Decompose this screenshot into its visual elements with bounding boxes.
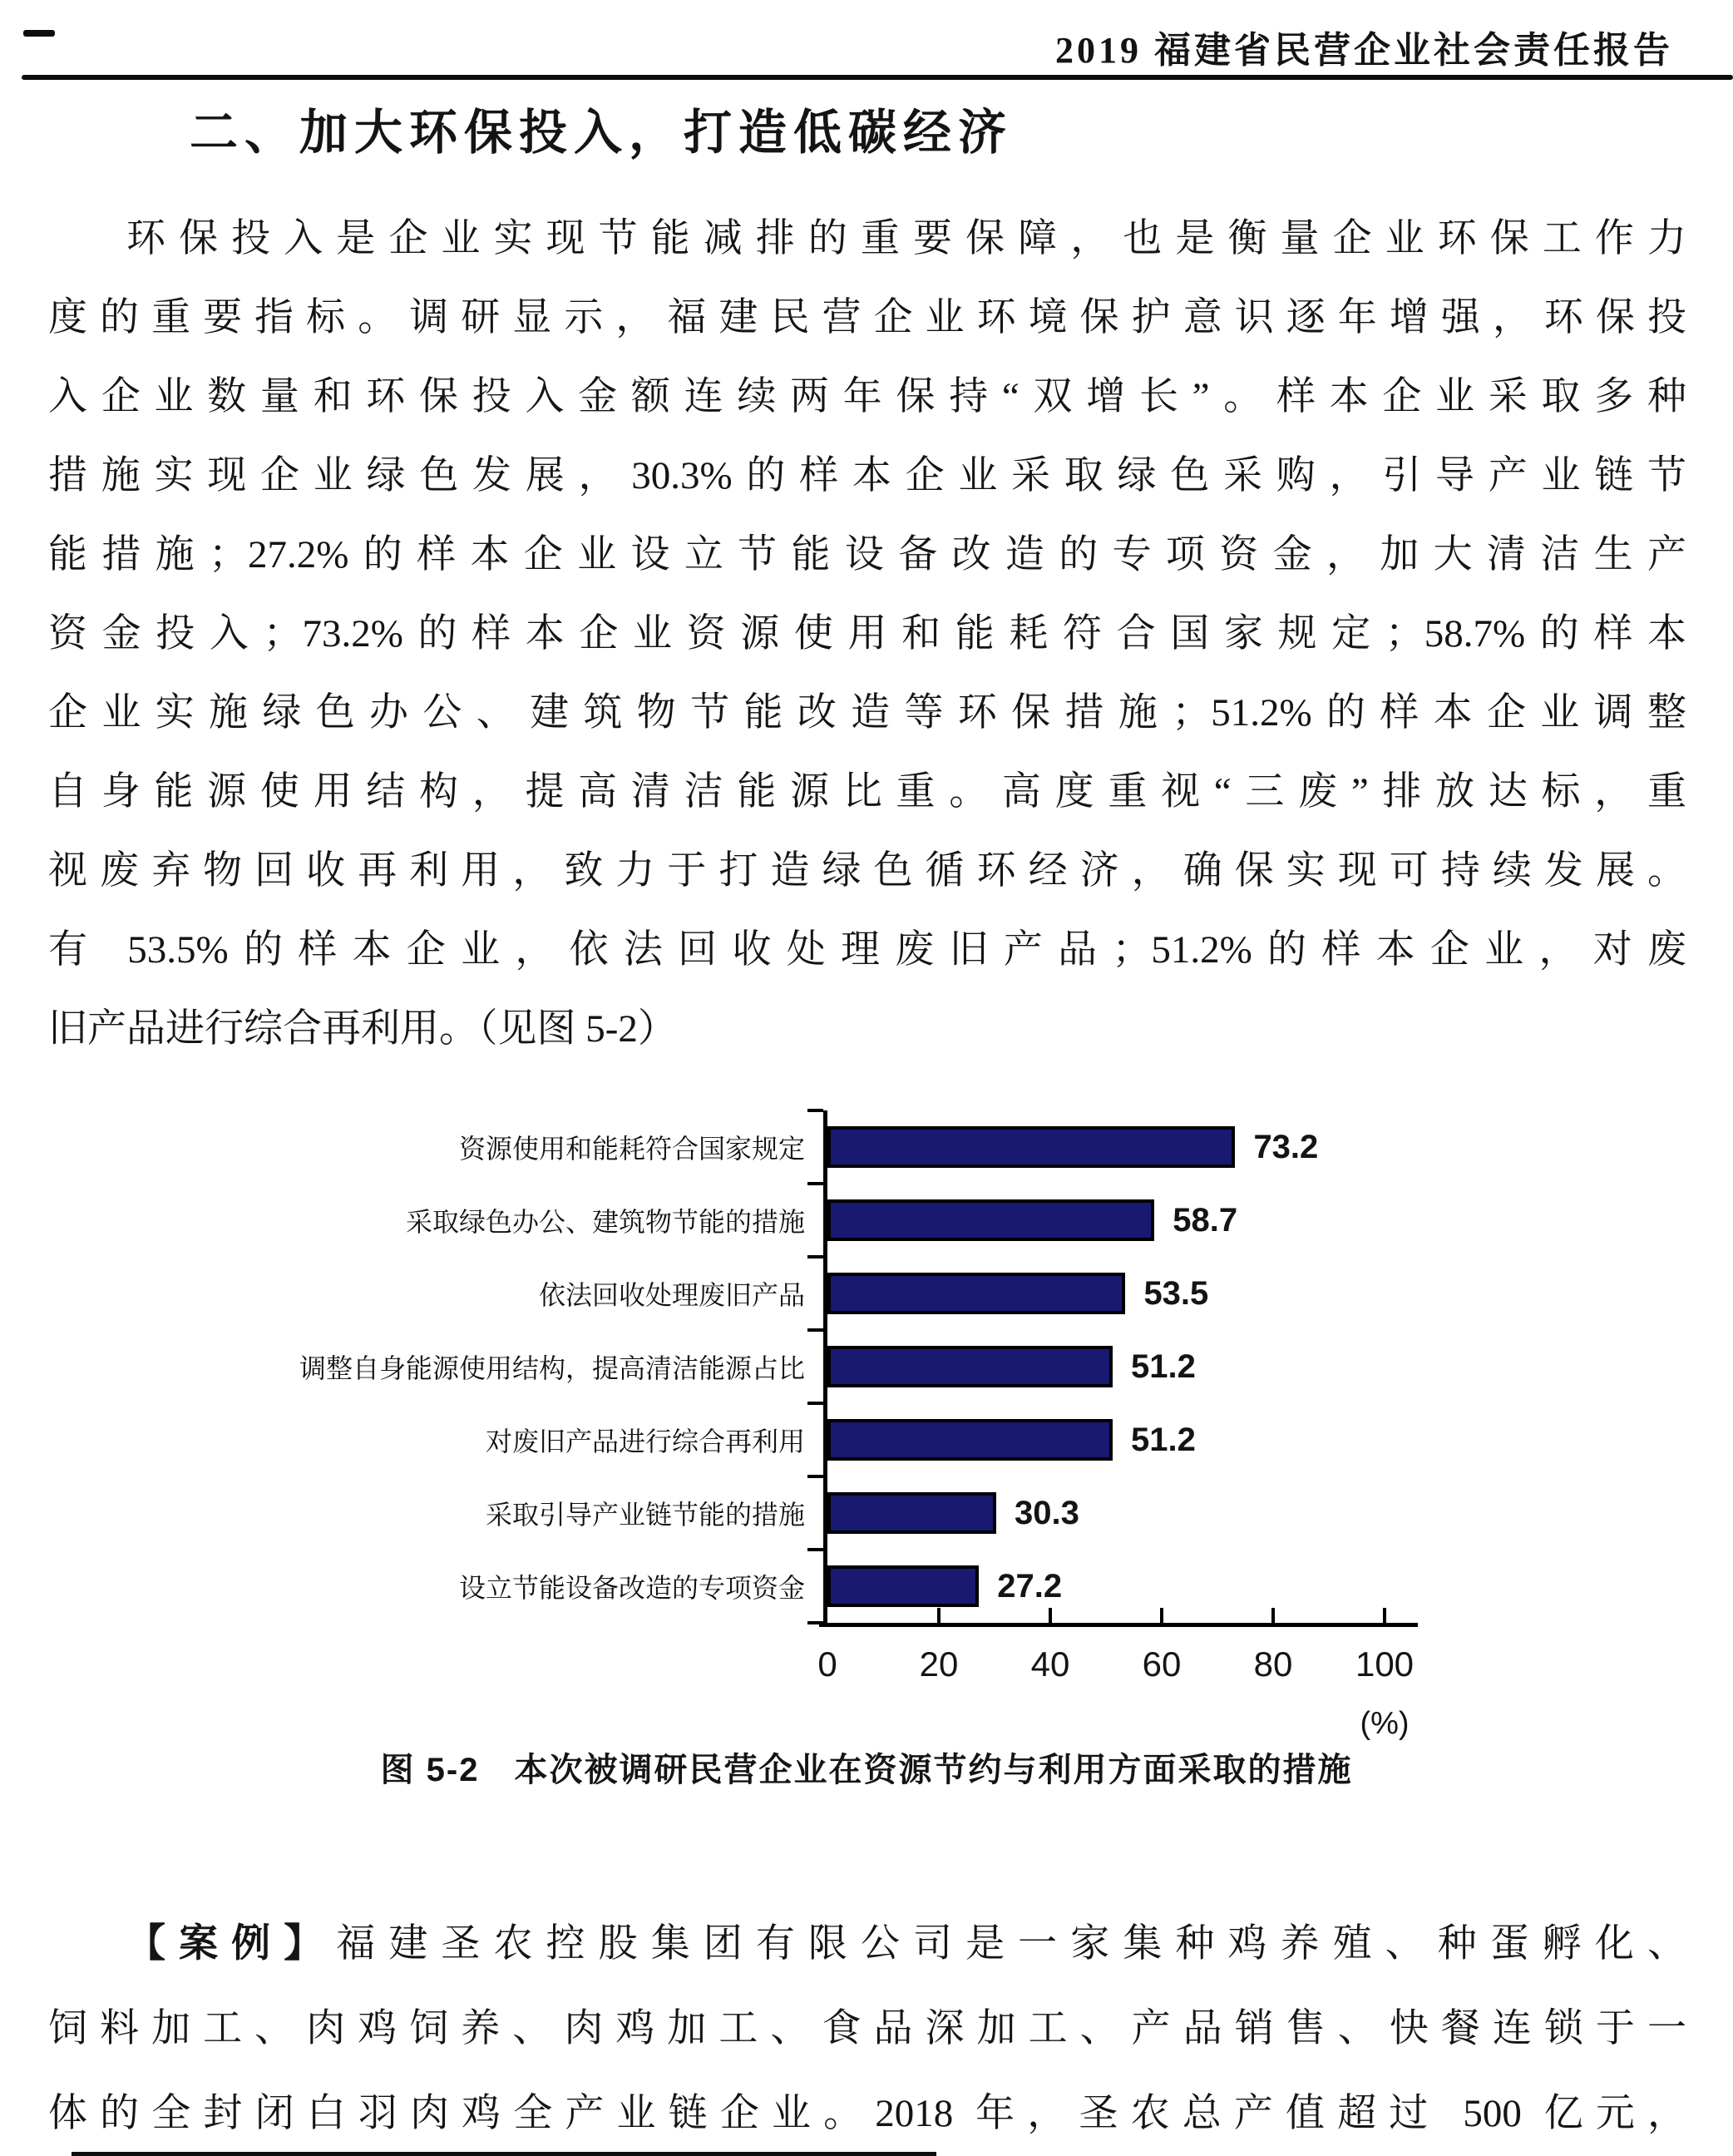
section-heading: 二、加大环保投入，打造低碳经济 bbox=[190, 106, 1014, 160]
chart-row bbox=[283, 1330, 1447, 1403]
paragraph-line: 资金投入；73.2%的样本企业资源使用和能耗符合国家规定；58.7%的样本 bbox=[48, 612, 1686, 655]
bar-label: 对废旧产品进行综合再利用 bbox=[485, 1427, 805, 1456]
x-axis-tick-label: 40 bbox=[1030, 1644, 1070, 1684]
x-axis-tick bbox=[1383, 1608, 1386, 1623]
y-axis-tick bbox=[807, 1548, 823, 1551]
page-header-title: 2019 福建省民营企业社会责任报告 bbox=[1055, 30, 1673, 71]
x-axis-tick-label: 80 bbox=[1253, 1644, 1293, 1684]
bar bbox=[827, 1346, 1113, 1387]
bar bbox=[827, 1126, 1235, 1168]
bar-value: 30.3 bbox=[1015, 1494, 1079, 1531]
chart-row bbox=[283, 1184, 1447, 1257]
paragraph-line-text: 福建圣农控股集团有限公司是一家集种鸡养殖、种蛋孵化、 bbox=[336, 1922, 1687, 1966]
paragraph-line: 环保投入是企业实现节能减排的重要保障，也是衡量企业环保工作力 bbox=[126, 217, 1686, 260]
x-axis-tick bbox=[1271, 1608, 1275, 1623]
bar-label: 依法回收处理废旧产品 bbox=[538, 1280, 805, 1310]
bar-label: 采取引导产业链节能的措施 bbox=[485, 1500, 805, 1530]
y-axis-tick bbox=[807, 1328, 823, 1332]
x-axis-tick-label: 60 bbox=[1142, 1644, 1182, 1684]
figure-caption: 图 5-2 本次被调研民营企业在资源节约与利用方面采取的措施 bbox=[380, 1752, 1353, 1788]
chart-row bbox=[283, 1110, 1447, 1184]
bar-value: 51.2 bbox=[1131, 1348, 1196, 1385]
paragraph-line: 有 53.5%的样本企业，依法回收处理废旧产品；51.2%的样本企业，对废 bbox=[48, 928, 1686, 972]
chart-row bbox=[283, 1257, 1447, 1330]
paragraph-line: 视废弃物回收再利用，致力于打造绿色循环经济，确保实现可持续发展。 bbox=[48, 849, 1686, 893]
paragraph-case-study bbox=[48, 1901, 1686, 2156]
paragraph-line: 体的全封闭白羽肉鸡全产业链企业。2018 年，圣农总产值超过 500 亿元， bbox=[48, 2092, 1686, 2135]
chart-row bbox=[283, 1476, 1447, 1550]
paragraph-line: 旧产品进行综合再利用。（见图 5-2） bbox=[48, 1007, 677, 1051]
bar-value: 51.2 bbox=[1131, 1421, 1196, 1458]
bar-label: 采取绿色办公、建筑物节能的措施 bbox=[405, 1207, 805, 1237]
bar-track bbox=[827, 1126, 1385, 1168]
paragraph-environment-investment bbox=[48, 200, 1686, 1069]
case-label: 【案例】 bbox=[126, 1921, 337, 1965]
bar-track bbox=[827, 1419, 1385, 1461]
paragraph-line bbox=[48, 1901, 1686, 1986]
bar-label: 设立节能设备改造的专项资金 bbox=[458, 1573, 805, 1603]
paragraph-line: 能措施；27.2%的样本企业设立节能设备改造的专项资金，加大清洁生产 bbox=[48, 533, 1686, 576]
bar bbox=[827, 1199, 1154, 1241]
bar-value: 27.2 bbox=[997, 1567, 1063, 1605]
x-axis-tick bbox=[937, 1608, 941, 1623]
y-axis-tick bbox=[807, 1402, 823, 1405]
x-axis-line bbox=[819, 1623, 1418, 1627]
bar-track bbox=[827, 1492, 1385, 1534]
bar-track bbox=[827, 1199, 1385, 1241]
paragraph-line: 措施实现企业绿色发展，30.3%的样本企业采取绿色采购，引导产业链节 bbox=[48, 454, 1686, 497]
y-axis-tick bbox=[807, 1109, 823, 1112]
bar-label: 资源使用和能耗符合国家规定 bbox=[458, 1134, 805, 1164]
bar bbox=[827, 1565, 979, 1607]
y-axis-tick bbox=[807, 1255, 823, 1258]
bar-track bbox=[827, 1346, 1385, 1387]
bar-label: 调整自身能源使用结构，提高清洁能源占比 bbox=[299, 1353, 805, 1383]
y-axis-tick bbox=[807, 1182, 823, 1185]
bar-value: 73.2 bbox=[1253, 1128, 1319, 1165]
paragraph-line: 度的重要指标。调研显示，福建民营企业环境保护意识逐年增强，环保投 bbox=[48, 296, 1686, 339]
figure-5-2-bar-chart bbox=[283, 1110, 1480, 1741]
bar-track bbox=[827, 1565, 1385, 1607]
bar-value: 53.5 bbox=[1143, 1274, 1209, 1312]
x-axis-tick-label: 100 bbox=[1355, 1644, 1415, 1684]
bar bbox=[827, 1273, 1125, 1314]
bar bbox=[827, 1419, 1113, 1461]
x-axis-tick bbox=[1049, 1608, 1052, 1623]
paragraph-line: 企业实施绿色办公、建筑物节能改造等环保措施；51.2%的样本企业调整 bbox=[48, 691, 1686, 734]
scan-artifact bbox=[23, 30, 55, 37]
x-axis-tick bbox=[1160, 1608, 1163, 1623]
y-axis-tick bbox=[807, 1475, 823, 1478]
chart-plot-area bbox=[283, 1110, 1447, 1623]
paragraph-line: 饲料加工、肉鸡饲养、肉鸡加工、食品深加工、产品销售、快餐连锁于一 bbox=[48, 2007, 1686, 2050]
x-axis-unit-label: (%) bbox=[1360, 1706, 1410, 1741]
x-axis-tick-label: 20 bbox=[919, 1644, 959, 1684]
y-axis-line bbox=[823, 1110, 827, 1623]
bar bbox=[827, 1492, 996, 1534]
bar-track bbox=[827, 1273, 1385, 1314]
paragraph-line: 自身能源使用结构，提高清洁能源比重。高度重视“三废”排放达标，重 bbox=[48, 770, 1686, 813]
bar-value: 58.7 bbox=[1173, 1201, 1238, 1239]
chart-row bbox=[283, 1403, 1447, 1476]
x-axis-tick-label: 0 bbox=[817, 1644, 837, 1684]
header-rule bbox=[22, 75, 1733, 80]
paragraph-line: 入企业数量和环保投入金额连续两年保持“双增长”。样本企业采取多种 bbox=[48, 375, 1686, 418]
